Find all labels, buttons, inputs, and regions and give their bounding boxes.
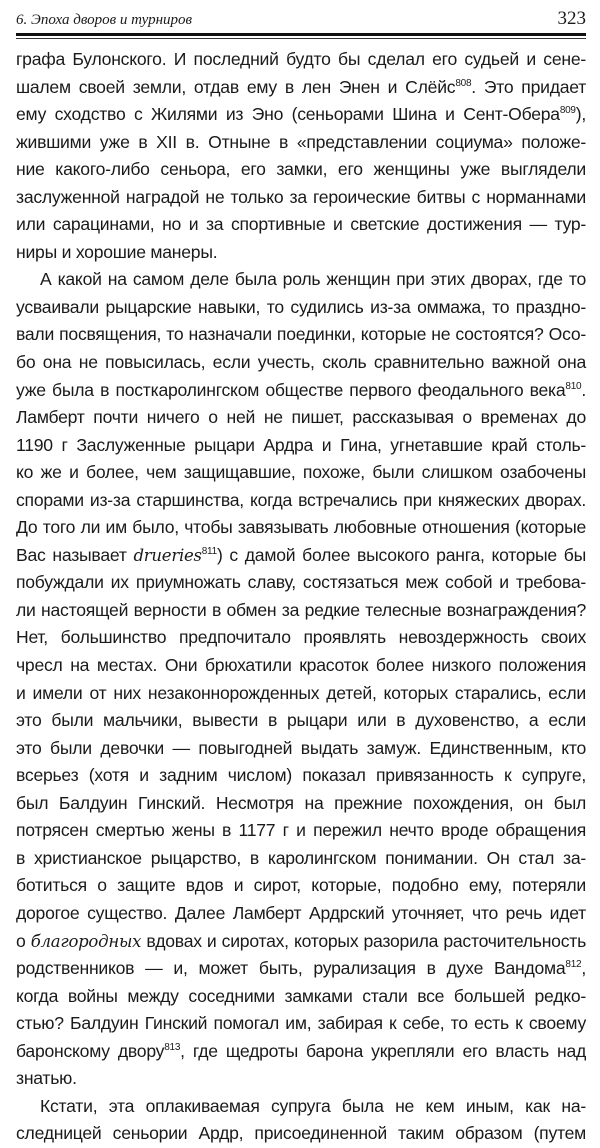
text-line: жившими уже в XII в. Отныне в «представлении социума» положе- bbox=[16, 131, 586, 152]
text-line: 1190 г Заслуженные рыцари Ардра и Гина, угнетавшие край столь- bbox=[16, 434, 586, 455]
footnote-ref[interactable]: 813 bbox=[164, 1041, 181, 1053]
text-line: это были девочки — повыгодней выдать замуж. Единственным, кто bbox=[16, 737, 586, 758]
text-line: был Балдуин Гинский. Несмотря на прежние похождения, он был bbox=[16, 792, 586, 813]
text-line: стью? Балдуин Гинский помогал им, забирая к себе, то есть к своему bbox=[16, 1013, 586, 1034]
text-line: До того ли им было, чтобы завязывать любовные отношения (которые bbox=[16, 517, 586, 538]
text-line: о благородных вдовах и сиротах, которых разорила расточительность bbox=[16, 930, 586, 951]
footnote-ref[interactable]: 812 bbox=[565, 959, 582, 971]
header-rule-thick bbox=[16, 33, 586, 36]
italic-term: благородных bbox=[30, 931, 142, 951]
text-line: баронскому двору$^{813}$, где щедроты барона укрепляли его власть над bbox=[16, 1040, 586, 1061]
text-line: побуждали их приумножать славу, состязаться меж собой и требова- bbox=[16, 572, 586, 593]
page-number: 323 bbox=[557, 8, 586, 29]
footnote-ref[interactable]: 809 bbox=[559, 105, 576, 117]
text-line: шалем своей земли, отдав ему в лен Энен и Слёйс$^{808}$. Это придает bbox=[16, 76, 587, 97]
footnote-ref[interactable]: 810 bbox=[565, 380, 582, 392]
text-line: Ламберт почти ничего о ней не пишет, рассказывая о временах до bbox=[16, 407, 586, 428]
text-line: А какой на самом деле была роль женщин при этих дворах, где то bbox=[40, 269, 586, 290]
text-line: всерьез (хотя и задним числом) показал привязанность к супруге, bbox=[16, 765, 586, 786]
text-line: родственников — и, может быть, рурализация в духе Вандома$^{812}$, bbox=[16, 958, 586, 979]
text-line: ко же и более, чем защищавшие, похоже, были слишком озабочены bbox=[16, 462, 586, 483]
text-line: чресл на местах. Они брюхатили красоток более низкого положения bbox=[16, 655, 586, 676]
text-line: заслуженной наградой не только за героические битвы с норманнами bbox=[16, 186, 586, 207]
text-line: Кстати, эта оплакиваемая супруга была не кем иным, как на- bbox=[40, 1095, 586, 1116]
text-line: ботиться о защите вдов и сирот, которые, подобно ему, потеряли bbox=[16, 875, 586, 896]
text-line: ниры и хорошие манеры. bbox=[16, 241, 218, 262]
text-line: когда войны между соседними замками стали все большей редко- bbox=[16, 985, 586, 1006]
text-line: ние какого-либо сеньора, его замки, его женщины уже выглядели bbox=[16, 159, 586, 180]
text-line: Вас называет drueries$^{811}$) с дамой более высокого ранга, которые бы bbox=[16, 544, 586, 565]
text-line: уже была в посткаролингском обществе первого феодального века$^{810}$. bbox=[16, 379, 586, 400]
italic-term: drueries bbox=[133, 545, 202, 565]
text-line: ли настоящей верности в обмен за редкие телесные вознаграждения? bbox=[16, 599, 586, 620]
text-line: знатью. bbox=[16, 1068, 77, 1089]
footnote-ref[interactable]: 811 bbox=[201, 545, 217, 557]
running-head bbox=[16, 8, 586, 30]
text-line: усваивали рыцарские навыки, то судились из-за оммажа, то праздно- bbox=[16, 296, 586, 317]
text-line: и имели от них незаконнорожденных детей, которых старались, если bbox=[16, 682, 586, 703]
header-rule-thin bbox=[16, 38, 586, 39]
text-line: спорами из-за старшинства, когда встречались при княжеских дворах. bbox=[16, 489, 586, 510]
text-line: дорогое существо. Далее Ламберт Ардрский уточняет, что речь идет bbox=[16, 902, 586, 923]
text-line: бо она не повысилась, если учесть, сколь сравнительно важной она bbox=[16, 352, 586, 373]
text-line: следницей сеньории Ардр, присоединенной таким образом (путем bbox=[16, 1123, 586, 1144]
text-line: ему сходство с Жилями из Эно (сеньорами Шина и Сент-Обера$^{809}$), bbox=[16, 104, 586, 125]
footnote-ref[interactable]: 808 bbox=[455, 77, 472, 89]
text-line: Нет, большинство предпочитало проявлять невоздержность своих bbox=[16, 627, 586, 648]
body-text bbox=[16, 46, 586, 1148]
text-line: или сарацинами, но и за спортивные и светские достижения — тур- bbox=[16, 214, 586, 235]
text-line: вали посвящения, то назначали поединки, которые не состоятся? Осо- bbox=[16, 324, 586, 345]
text-line: это были мальчики, вывести в рыцари или в духовенство, а если bbox=[16, 710, 586, 731]
text-line: потрясен смертью жены в 1177 г и пережил нечто вроде обращения bbox=[16, 820, 586, 841]
chapter-title: 6. Эпоха дворов и турниров bbox=[16, 12, 193, 28]
text-line: графа Булонского. И последний будто бы сделал его судьей и сене- bbox=[16, 49, 586, 69]
text-line: в христианское рыцарство, в каролингском понимании. Он стал за- bbox=[16, 847, 586, 868]
